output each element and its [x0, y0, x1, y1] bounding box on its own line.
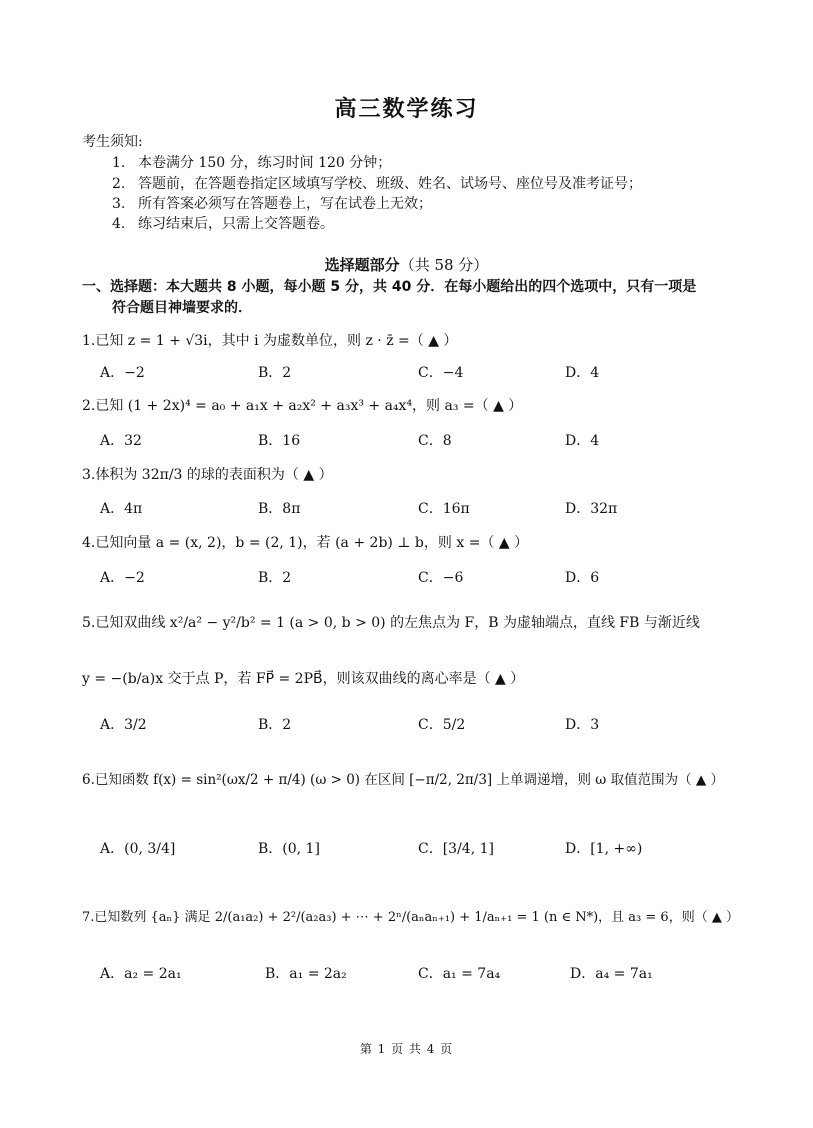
option-a: A．32: [100, 433, 142, 449]
option-d: D．3: [565, 717, 600, 733]
option-a: A．−2: [100, 365, 145, 381]
option-d: D．4: [565, 433, 600, 449]
notice-item: 3. 所有答案必须写在答题卷上，写在试卷上无效；: [112, 196, 432, 212]
question-2: 2.已知 (1 + 2x)⁴ = a₀ + a₁x + a₂x² + a₃x³ + a₄x⁴，则 a₃ =（ ▲ ）: [82, 398, 523, 414]
option-b: B．16: [258, 433, 301, 449]
page-title: 高三数学练习: [334, 96, 479, 122]
page-footer: 第 1 页 共 4 页: [359, 1042, 454, 1056]
notice-item: 4. 练习结束后，只需上交答题卷。: [112, 216, 334, 232]
option-a: A．a₂ = 2a₁: [100, 966, 182, 982]
option-b: B．a₁ = 2a₂: [265, 966, 347, 982]
option-c: C．−4: [418, 365, 464, 381]
question-3: 3.体积为 32π/3 的球的表面积为（ ▲ ）: [82, 467, 333, 483]
option-d: D．4: [565, 365, 600, 381]
option-a: A．4π: [100, 501, 143, 517]
question-7: 7.已知数列 {aₙ} 满足 2/(a₁a₂) + 2²/(a₂a₃) + ⋯ + 2ⁿ/(aₙaₙ₊₁) + 1/aₙ₊₁ = 1 (n ∈ N*)，且 a₃ = 6，则（ ▲ ）: [82, 910, 739, 925]
option-a: A．(0, 3/4]: [100, 841, 176, 857]
option-b: B．2: [258, 717, 292, 733]
question-5: 5.已知双曲线 x²/a² − y²/b² = 1 (a > 0, b > 0) 的左焦点为 F，B 为虚轴端点，直线 FB 与渐近线: [82, 615, 700, 631]
option-d: D．6: [565, 570, 600, 586]
question-1: 1.已知 z = 1 + √3i，其中 i 为虚数单位，则 z · z̄ =（ ▲ ）: [82, 333, 458, 349]
option-c: C．[3/4, 1]: [418, 841, 494, 857]
section-heading: 选择题部分（共 58 分）: [324, 256, 489, 274]
option-c: C．a₁ = 7a₄: [418, 966, 501, 982]
option-d: D．32π: [565, 501, 618, 517]
option-b: B．2: [258, 570, 292, 586]
part-instructions: 一、选择题：本大题共 8 小题，每小题 5 分，共 40 分．在每小题给出的四个选项中，只有一项是: [82, 279, 697, 295]
notice-item: 1. 本卷满分 150 分，练习时间 120 分钟；: [112, 155, 392, 171]
option-b: B．8π: [258, 501, 301, 517]
question-5-cont: y = −(b/a)x 交于点 P，若 FP⃗ = 2PB⃗，则该双曲线的离心率是（ ▲ ）: [82, 671, 525, 687]
question-4: 4.已知向量 a = (x, 2)，b = (2, 1)，若 (a + 2b) ⊥ b，则 x =（ ▲ ）: [82, 535, 529, 551]
option-c: C．8: [418, 433, 452, 449]
option-b: B．2: [258, 365, 292, 381]
part-instructions-cont: 符合题目神墙要求的．: [112, 300, 252, 316]
question-6: 6.已知函数 f(x) = sin²(ωx/2 + π/4) (ω > 0) 在区间 [−π/2, 2π/3] 上单调递增，则 ω 取值范围为（ ▲ ）: [82, 772, 725, 788]
option-d: D．[1, +∞): [565, 841, 643, 857]
option-b: B．(0, 1]: [258, 841, 320, 857]
option-d: D．a₄ = 7a₁: [570, 966, 653, 982]
option-c: C．5/2: [418, 717, 466, 733]
option-c: C．16π: [418, 501, 470, 517]
notice-item: 2. 答题前，在答题卷指定区域填写学校、班级、姓名、试场号、座位号及准考证号；: [112, 176, 642, 192]
option-c: C．−6: [418, 570, 464, 586]
option-a: A．−2: [100, 570, 145, 586]
notice-heading: 考生须知:: [82, 134, 143, 150]
option-a: A．3/2: [100, 717, 147, 733]
